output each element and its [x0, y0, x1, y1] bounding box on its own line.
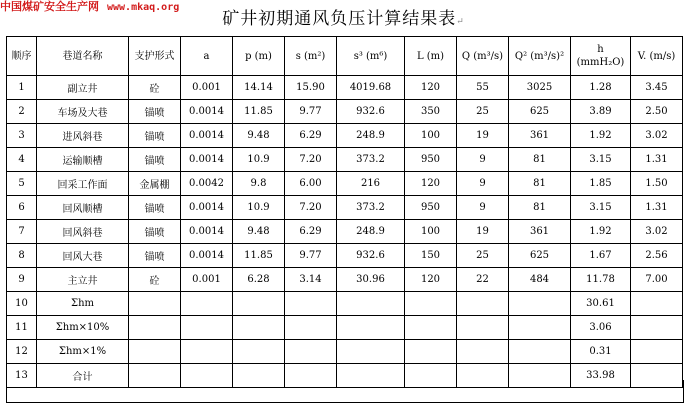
watermark-site-name: 中国煤矿安全生产网: [0, 0, 99, 13]
paragraph-mark: ↵: [456, 17, 465, 27]
header-cell: s³ (m⁶): [337, 37, 405, 76]
header-cell: V. (m/s): [631, 37, 683, 76]
value-cell: [457, 340, 509, 364]
roadway-name-cell: 副立井: [37, 76, 129, 100]
value-cell: 361: [509, 124, 571, 148]
row-index-cell: 10: [7, 292, 37, 316]
table-footer-row: [6, 380, 684, 403]
value-cell: [285, 292, 337, 316]
value-cell: 9: [457, 172, 509, 196]
value-cell: 2.56: [631, 244, 683, 268]
table-row: [7, 268, 683, 292]
value-cell: [181, 292, 233, 316]
value-cell: [337, 316, 405, 340]
header-cell: a: [181, 37, 233, 76]
value-cell: 3025: [509, 76, 571, 100]
row-index-cell: 11: [7, 316, 37, 340]
value-cell: 15.90: [285, 76, 337, 100]
value-cell: 30.96: [337, 268, 405, 292]
value-cell: 0.0014: [181, 124, 233, 148]
value-cell: 248.9: [337, 124, 405, 148]
value-cell: 9.48: [233, 124, 285, 148]
value-cell: [129, 316, 181, 340]
table-row: [7, 124, 683, 148]
value-cell: 锚喷: [129, 196, 181, 220]
value-cell: 1.67: [571, 244, 631, 268]
value-cell: 55: [457, 76, 509, 100]
value-cell: 1.85: [571, 172, 631, 196]
roadway-name-cell: 回采工作面: [37, 172, 129, 196]
value-cell: 484: [509, 268, 571, 292]
value-cell: 0.0014: [181, 244, 233, 268]
value-cell: 81: [509, 172, 571, 196]
roadway-name-cell: 运输顺槽: [37, 148, 129, 172]
row-index-cell: 2: [7, 100, 37, 124]
roadway-name-cell: Σhm×1%: [37, 340, 129, 364]
value-cell: [285, 340, 337, 364]
value-cell: 14.14: [233, 76, 285, 100]
value-cell: 19: [457, 220, 509, 244]
value-cell: 373.2: [337, 196, 405, 220]
table-row: [7, 76, 683, 100]
table-row: [7, 172, 683, 196]
value-cell: [457, 292, 509, 316]
value-cell: 950: [405, 196, 457, 220]
value-cell: 7.20: [285, 196, 337, 220]
table-row: [7, 148, 683, 172]
row-index-cell: 9: [7, 268, 37, 292]
value-cell: 932.6: [337, 244, 405, 268]
row-index-cell: 4: [7, 148, 37, 172]
value-cell: [405, 340, 457, 364]
row-index-cell: 7: [7, 220, 37, 244]
roadway-name-cell: 车场及大巷: [37, 100, 129, 124]
header-row: [7, 37, 683, 76]
header-cell: h (mmH₂O): [571, 37, 631, 76]
value-cell: 7.20: [285, 148, 337, 172]
table-title: [0, 8, 687, 33]
row-index-cell: 12: [7, 340, 37, 364]
value-cell: 3.02: [631, 220, 683, 244]
roadway-name-cell: 回风顺槽: [37, 196, 129, 220]
value-cell: 120: [405, 172, 457, 196]
value-cell: 3.14: [285, 268, 337, 292]
header-cell: Q² (m³/s)²: [509, 37, 571, 76]
value-cell: [285, 316, 337, 340]
value-cell: 3.15: [571, 148, 631, 172]
row-index-cell: 5: [7, 172, 37, 196]
value-cell: 25: [457, 244, 509, 268]
value-cell: [337, 340, 405, 364]
value-cell: [337, 292, 405, 316]
value-cell: 33.98: [571, 364, 631, 388]
value-cell: 6.28: [233, 268, 285, 292]
value-cell: 9.77: [285, 100, 337, 124]
header-cell: L (m): [405, 37, 457, 76]
value-cell: 11.78: [571, 268, 631, 292]
value-cell: [509, 340, 571, 364]
roadway-name-cell: 回风大巷: [37, 244, 129, 268]
header-cell: p (m): [233, 37, 285, 76]
value-cell: [457, 316, 509, 340]
value-cell: 1.31: [631, 196, 683, 220]
value-cell: 1.31: [631, 148, 683, 172]
value-cell: [181, 316, 233, 340]
value-cell: 950: [405, 148, 457, 172]
value-cell: 0.31: [571, 340, 631, 364]
roadway-name-cell: 进风斜巷: [37, 124, 129, 148]
value-cell: [631, 292, 683, 316]
value-cell: 373.2: [337, 148, 405, 172]
value-cell: 0.0014: [181, 100, 233, 124]
value-cell: 1.92: [571, 124, 631, 148]
value-cell: 120: [405, 268, 457, 292]
value-cell: [129, 292, 181, 316]
value-cell: 11.85: [233, 244, 285, 268]
value-cell: 1.92: [571, 220, 631, 244]
value-cell: 625: [509, 244, 571, 268]
value-cell: 0.0014: [181, 148, 233, 172]
value-cell: 6.29: [285, 220, 337, 244]
roadway-name-cell: Σhm: [37, 292, 129, 316]
value-cell: 9: [457, 148, 509, 172]
value-cell: [631, 316, 683, 340]
value-cell: 6.00: [285, 172, 337, 196]
value-cell: 100: [405, 220, 457, 244]
value-cell: 30.61: [571, 292, 631, 316]
results-table-body: [7, 37, 683, 388]
roadway-name-cell: 主立井: [37, 268, 129, 292]
roadway-name-cell: 回风斜巷: [37, 220, 129, 244]
roadway-name-cell: Σhm×10%: [37, 316, 129, 340]
row-index-cell: 1: [7, 76, 37, 100]
value-cell: [405, 292, 457, 316]
value-cell: 1.50: [631, 172, 683, 196]
value-cell: 11.85: [233, 100, 285, 124]
header-cell: 顺序: [7, 37, 37, 76]
table-row: [7, 100, 683, 124]
value-cell: 7.00: [631, 268, 683, 292]
table-row: [7, 220, 683, 244]
value-cell: 10.9: [233, 196, 285, 220]
table-row: [7, 292, 683, 316]
header-cell: 巷道名称: [37, 37, 129, 76]
value-cell: [233, 316, 285, 340]
value-cell: 0.001: [181, 268, 233, 292]
value-cell: 锚喷: [129, 124, 181, 148]
results-table: [6, 36, 683, 388]
value-cell: 150: [405, 244, 457, 268]
value-cell: 3.89: [571, 100, 631, 124]
value-cell: 3.06: [571, 316, 631, 340]
row-index-cell: 13: [7, 364, 37, 388]
value-cell: 2.50: [631, 100, 683, 124]
value-cell: 81: [509, 148, 571, 172]
value-cell: 248.9: [337, 220, 405, 244]
value-cell: 10.9: [233, 148, 285, 172]
value-cell: 9.48: [233, 220, 285, 244]
value-cell: 3.45: [631, 76, 683, 100]
value-cell: 361: [509, 220, 571, 244]
value-cell: 4019.68: [337, 76, 405, 100]
value-cell: 22: [457, 268, 509, 292]
value-cell: 932.6: [337, 100, 405, 124]
value-cell: [181, 340, 233, 364]
value-cell: 3.15: [571, 196, 631, 220]
header-cell: 支护形式: [129, 37, 181, 76]
value-cell: 砼: [129, 76, 181, 100]
roadway-name-cell: 合计: [37, 364, 129, 388]
value-cell: [233, 292, 285, 316]
value-cell: 锚喷: [129, 244, 181, 268]
table-row: [7, 340, 683, 364]
row-index-cell: 6: [7, 196, 37, 220]
value-cell: 9.77: [285, 244, 337, 268]
value-cell: 0.0014: [181, 196, 233, 220]
value-cell: [509, 292, 571, 316]
row-index-cell: 8: [7, 244, 37, 268]
value-cell: 锚喷: [129, 148, 181, 172]
value-cell: 0.0042: [181, 172, 233, 196]
value-cell: 锚喷: [129, 220, 181, 244]
value-cell: 0.001: [181, 76, 233, 100]
value-cell: 金属棚: [129, 172, 181, 196]
value-cell: 100: [405, 124, 457, 148]
value-cell: 3.02: [631, 124, 683, 148]
header-cell: Q (m³/s): [457, 37, 509, 76]
table-row: [7, 244, 683, 268]
value-cell: 216: [337, 172, 405, 196]
value-cell: 1.28: [571, 76, 631, 100]
value-cell: 25: [457, 100, 509, 124]
header-cell: s (m²): [285, 37, 337, 76]
value-cell: 625: [509, 100, 571, 124]
table-row: [7, 316, 683, 340]
value-cell: [129, 340, 181, 364]
value-cell: 9.8: [233, 172, 285, 196]
value-cell: 120: [405, 76, 457, 100]
value-cell: [405, 316, 457, 340]
value-cell: 锚喷: [129, 100, 181, 124]
value-cell: 81: [509, 196, 571, 220]
value-cell: [631, 340, 683, 364]
value-cell: 9: [457, 196, 509, 220]
value-cell: 6.29: [285, 124, 337, 148]
value-cell: 19: [457, 124, 509, 148]
row-index-cell: 3: [7, 124, 37, 148]
watermark-url: www.mkaq.org: [107, 2, 180, 13]
value-cell: 350: [405, 100, 457, 124]
value-cell: 0.0014: [181, 220, 233, 244]
table-title-text: 矿井初期通风负压计算结果表: [222, 9, 457, 29]
value-cell: 砼: [129, 268, 181, 292]
value-cell: [233, 340, 285, 364]
table-row: [7, 196, 683, 220]
value-cell: [509, 316, 571, 340]
